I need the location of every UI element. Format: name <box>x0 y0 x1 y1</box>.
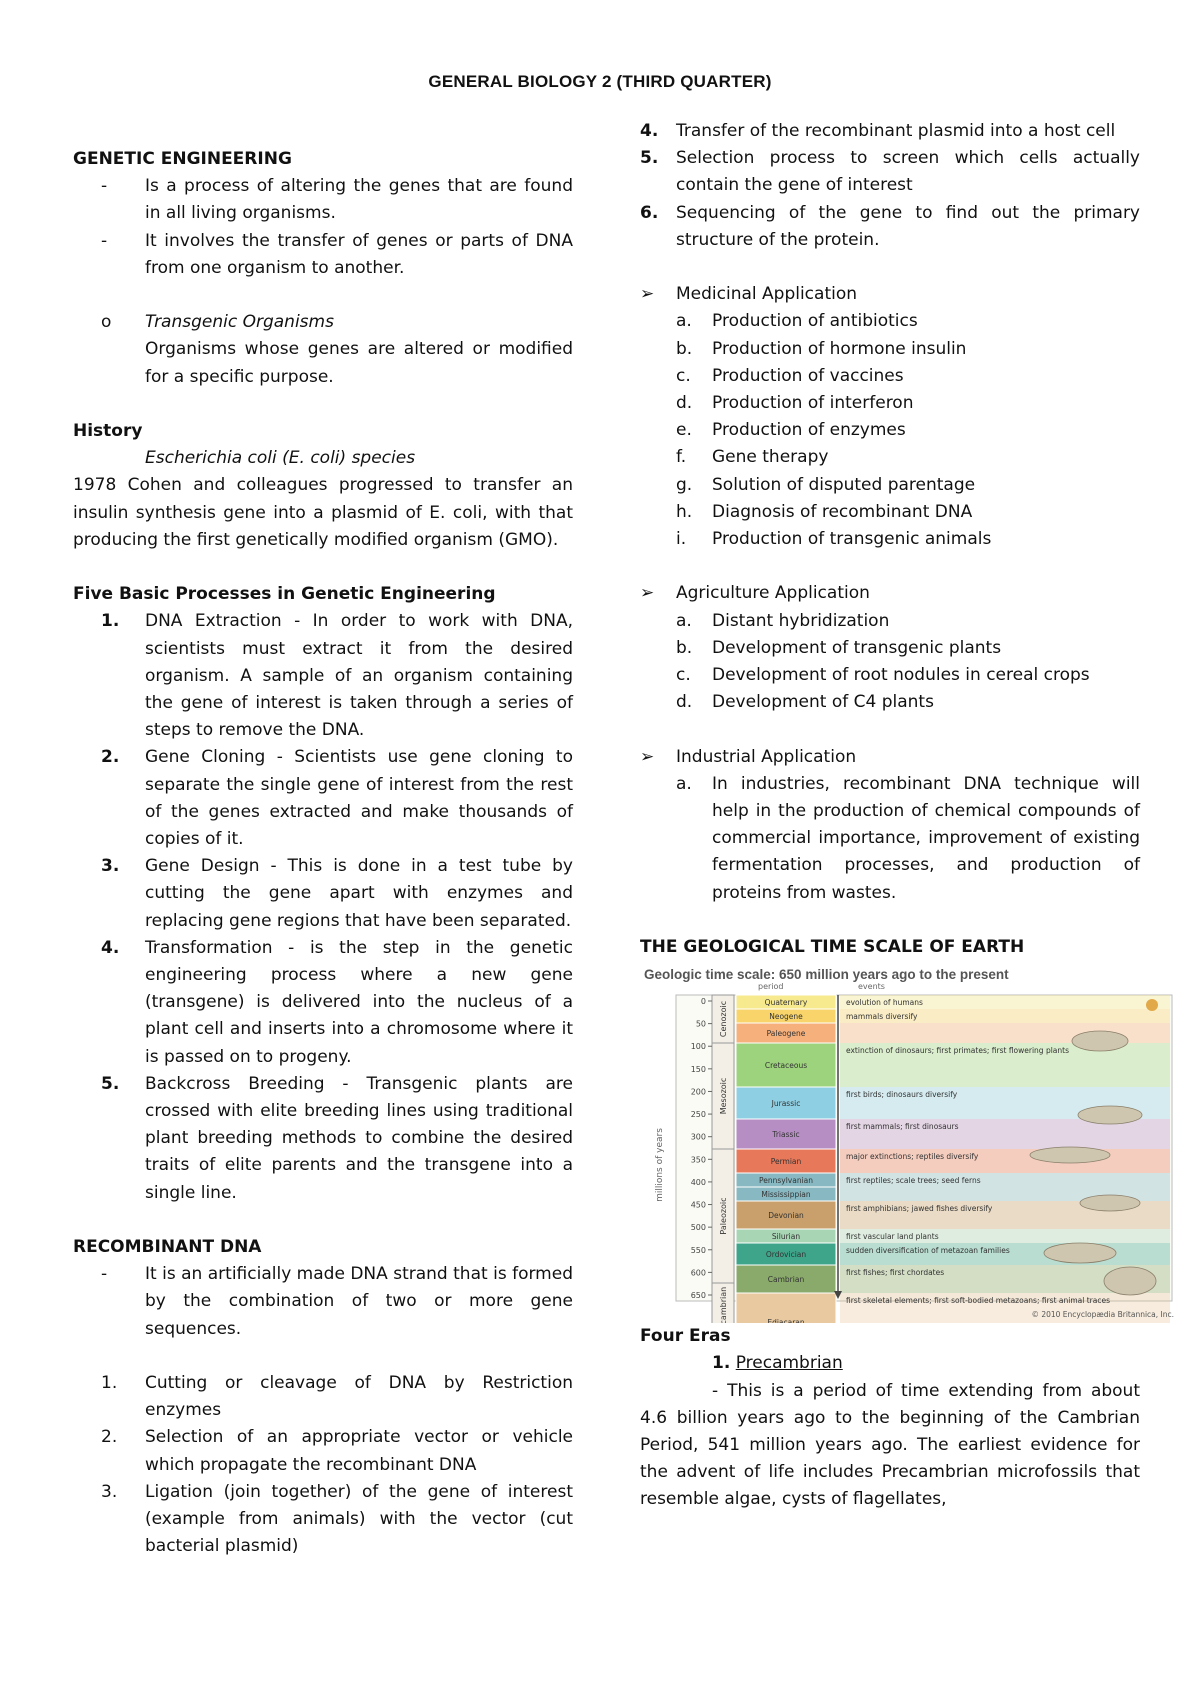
list-item: 5. Backcross Breeding - Transgenic plants are crossed with elite breeding lines using traditional plant breeding methods to combine the desired traits of elite parents and the transgene into a single line. <box>101 1073 573 1203</box>
period-label: Jurassic <box>771 1099 801 1109</box>
event-label: first fishes; first chordates <box>846 1268 945 1278</box>
fossil-illustration <box>1072 1031 1128 1051</box>
right-column <box>640 118 1174 1514</box>
period-label: Cambrian <box>767 1275 805 1285</box>
industrial-heading: ➢ Industrial Application <box>640 744 1140 771</box>
dash-bullet: - <box>101 1264 108 1285</box>
column-events-label: events <box>858 982 885 992</box>
medicinal-list <box>640 308 1140 553</box>
page-title: GENERAL BIOLOGY 2 (THIRD QUARTER) <box>428 72 772 91</box>
figure-title: Geologic time scale: 650 million years ago to the present <box>644 967 1009 983</box>
tick-label: 500 <box>690 1223 706 1233</box>
fossil-illustration <box>1030 1147 1110 1163</box>
axis-label: millions of years <box>655 1128 665 1203</box>
medicinal-heading: ➢ Medicinal Application <box>640 281 1140 308</box>
list-item: b. Development of transgenic plants <box>676 637 1002 658</box>
circle-bullet: o <box>101 312 112 333</box>
history-heading: History <box>73 421 143 441</box>
list-item: 1. DNA Extraction - In order to work with DNA, scientists must extract it from the desired organism. A sample of an organism containing the gene of interest is taken through a series of steps to remove the DNA. <box>101 611 573 741</box>
industrial-list <box>640 771 1140 907</box>
period-label: Permian <box>770 1157 802 1167</box>
fossil-illustration <box>1080 1195 1140 1211</box>
tick-label: 350 <box>690 1155 706 1165</box>
four-eras-heading: Four Eras <box>640 1326 731 1347</box>
transgenic-item <box>73 309 573 391</box>
precambrian-text: - This is a period of time extending from about 4.6 billion years ago to the beginning of the Cambrian Period, 541 million years ago. The earliest evidence for the advent of life includes Precambrian microfossils that resemble algae, cysts of flagellates, <box>640 1380 1140 1510</box>
tick-label: 650 <box>690 1291 706 1301</box>
list-item: 3. Gene Design - This is done in a test tube by cutting the gene apart with enzymes and replacing gene regions that have been separated. <box>101 856 573 931</box>
list-item: - Is a process of altering the genes that are found in all living organisms. <box>73 173 573 227</box>
event-label: first amphibians; jawed fishes diversify <box>846 1204 993 1214</box>
period-label: Silurian <box>771 1232 801 1242</box>
tick-label: 50 <box>695 1019 706 1029</box>
geologic-time-scale-chart <box>640 965 1178 1323</box>
left-column <box>73 146 573 1560</box>
arrow-bullet-icon: ➢ <box>640 583 655 604</box>
list-item: - It involves the transfer of genes or parts of DNA from one organism to another. <box>73 228 573 282</box>
precambrian-heading: 1. Precambrian <box>712 1353 843 1374</box>
ge-list <box>73 173 573 282</box>
period-label: Triassic <box>772 1130 800 1140</box>
list-item: c. Production of vaccines <box>676 365 904 386</box>
column-period-label: period <box>758 982 784 992</box>
list-item: h. Diagnosis of recombinant DNA <box>676 501 973 522</box>
tick-label: 100 <box>690 1042 706 1052</box>
event-label: evolution of humans <box>846 998 923 1008</box>
period-label: Paleogene <box>766 1029 806 1039</box>
arrow-bullet-icon: ➢ <box>640 284 655 305</box>
history-species: Escherichia coli (E. coli) species <box>145 448 416 469</box>
list-item: c. Development of root nodules in cereal crops <box>676 665 1090 686</box>
period-label: Ordovician <box>765 1250 807 1260</box>
fossil-illustration <box>1044 1243 1116 1263</box>
genetic-engineering-heading: GENETIC ENGINEERING <box>73 149 292 169</box>
era-label: Precambrian <box>719 1287 728 1324</box>
dash-bullet: - <box>101 176 108 197</box>
period-label: Cretaceous <box>764 1061 808 1071</box>
event-label: major extinctions; reptiles diversify <box>846 1152 979 1162</box>
list-item: f. Gene therapy <box>676 447 829 468</box>
tick-label: 0 <box>700 997 706 1007</box>
tick-label: 400 <box>690 1178 706 1188</box>
tick-label: 300 <box>690 1132 706 1142</box>
list-item: a. In industries, recombinant DNA technique will help in the production of chemical compounds of commercial importance, improvement of existing fermentation processes, and production of proteins from wastes. <box>676 773 1140 903</box>
list-item: 6. Sequencing of the gene to find out the primary structure of the protein. <box>640 202 1140 250</box>
list-item: - It is an artificially made DNA strand that is formed by the combination of two or more gene sequences. <box>73 1261 573 1343</box>
event-label: sudden diversification of metazoan families <box>846 1246 1010 1256</box>
transgenic-definition: Organisms whose genes are altered or modified for a specific purpose. <box>145 339 573 387</box>
event-label: first reptiles; scale trees; seed ferns <box>846 1176 981 1186</box>
dash-bullet: - <box>101 230 108 251</box>
geological-time-scale-heading: THE GEOLOGICAL TIME SCALE OF EARTH <box>640 937 1025 958</box>
period-label: Mississippian <box>761 1190 811 1200</box>
list-item: g. Solution of disputed parentage <box>676 474 976 495</box>
rdna-steps-list <box>73 1370 573 1560</box>
era-label: Paleozoic <box>719 1197 728 1235</box>
recombinant-dna-heading: RECOMBINANT DNA <box>73 1237 262 1258</box>
fossil-illustration <box>1104 1267 1156 1295</box>
list-item: 2. Gene Cloning - Scientists use gene cloning to separate the single gene of interest from the rest of the genes extracted and make thousands of copies of it. <box>101 747 573 850</box>
list-item: a. Distant hybridization <box>676 610 890 631</box>
tick-label: 600 <box>690 1268 706 1278</box>
era-label: Cenozoic <box>719 1001 728 1038</box>
list-item: b. Production of hormone insulin <box>676 338 967 359</box>
arrow-bullet-icon: ➢ <box>640 746 655 767</box>
tick-label: 550 <box>690 1246 706 1256</box>
event-label: mammals diversify <box>846 1012 918 1022</box>
transgenic-title: Transgenic Organisms <box>145 312 334 333</box>
list-item: e. Production of enzymes <box>676 420 906 441</box>
event-label: first skeletal elements; first soft-bodied metazoans; first animal traces <box>846 1296 1110 1306</box>
list-item: 5. Selection process to screen which cells actually contain the gene of interest <box>640 148 1140 196</box>
list-item: 2. Selection of an appropriate vector or vehicle which propagate the recombinant DNA <box>101 1427 573 1475</box>
list-item: d. Development of C4 plants <box>676 692 934 713</box>
geologic-time-scale-figure <box>640 965 1178 1323</box>
period-label: Pennsylvanian <box>758 1176 814 1186</box>
tick-label: 450 <box>690 1200 706 1210</box>
list-item: 3. Ligation (join together) of the gene of interest (example from animals) with the vector (cut bacterial plasmid) <box>101 1481 573 1557</box>
era-label: Mesozoic <box>719 1077 728 1115</box>
event-label: extinction of dinosaurs; first primates; first flowering plants <box>846 1046 1069 1056</box>
period-label: Quaternary <box>764 998 808 1008</box>
figure-credit: © 2010 Encyclopædia Britannica, Inc. <box>1031 1310 1174 1320</box>
human-figure-icon <box>1146 999 1158 1011</box>
list-item: a. Production of antibiotics <box>676 311 918 332</box>
period-label: Neogene <box>769 1012 803 1022</box>
event-label: first birds; dinosaurs diversify <box>846 1090 958 1100</box>
fossil-illustration <box>1078 1106 1142 1124</box>
period-label: Devonian <box>768 1211 804 1221</box>
list-item: d. Production of interferon <box>676 393 914 414</box>
tick-label: 150 <box>690 1065 706 1075</box>
list-item: 4. Transformation - is the step in the genetic engineering process where a new gene (transgene) is delivered into the nucleus of a plant cell and inserts into a chromosome where it is passed on to progeny. <box>101 937 573 1067</box>
tick-label: 200 <box>690 1087 706 1097</box>
event-label: first vascular land plants <box>846 1232 939 1242</box>
five-processes-list <box>73 608 573 1206</box>
agriculture-heading: ➢ Agriculture Application <box>640 580 1140 607</box>
history-text: 1978 Cohen and colleagues progressed to transfer an insulin synthesis gene into a plasmid of E. coli, with that producing the first genetically modified organism (GMO). <box>73 475 573 550</box>
five-processes-heading: Five Basic Processes in Genetic Engineering <box>73 584 496 605</box>
rdna-steps-continued <box>640 118 1140 254</box>
list-item: 4. Transfer of the recombinant plasmid into a host cell <box>640 121 1116 141</box>
event-label: first mammals; first dinosaurs <box>846 1122 959 1132</box>
tick-label: 250 <box>690 1110 706 1120</box>
list-item: 1. Cutting or cleavage of DNA by Restriction enzymes <box>101 1373 573 1421</box>
list-item: i. Production of transgenic animals <box>676 529 992 550</box>
period-label: Ediacaran <box>767 1318 805 1324</box>
agriculture-list <box>640 608 1140 717</box>
